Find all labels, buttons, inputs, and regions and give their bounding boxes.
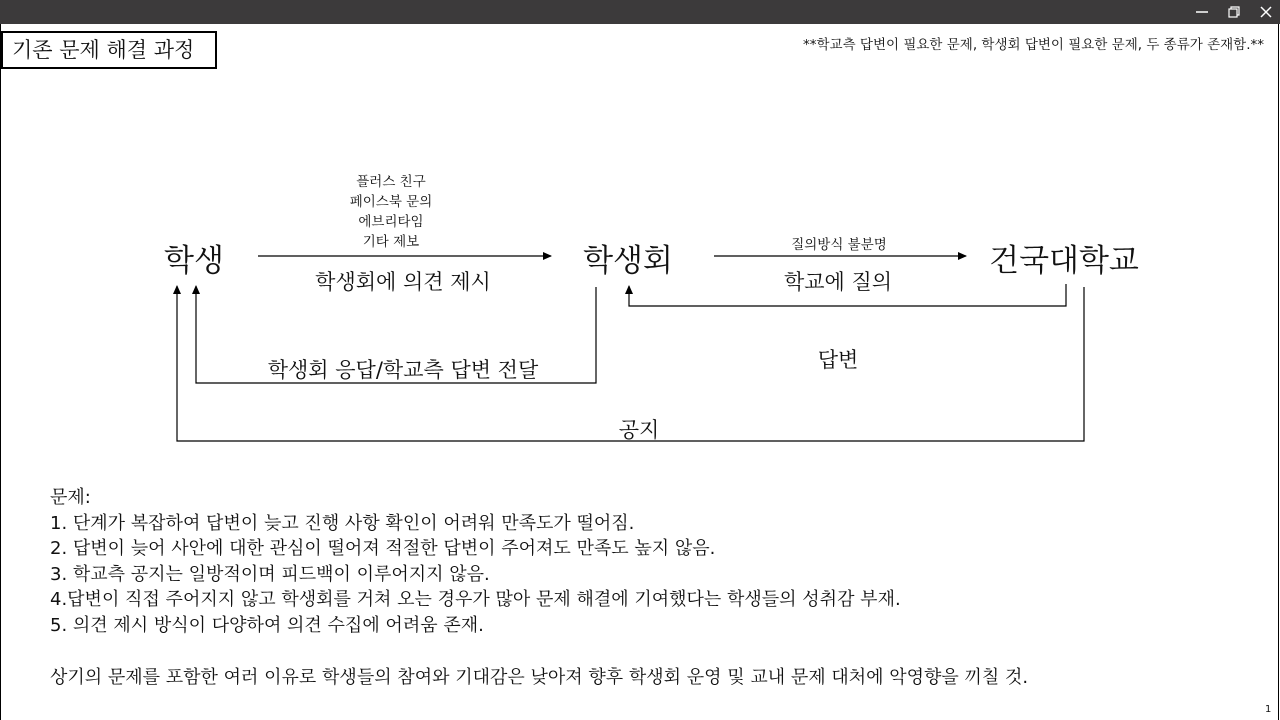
problem-item: 3. 학교측 공지는 일방적이며 피드백이 이루어지지 않음. bbox=[50, 563, 490, 585]
channel-item: 플러스 친구 bbox=[356, 174, 426, 190]
page-number: 1 bbox=[1265, 704, 1272, 715]
label-council-method: 질의방식 불분명 bbox=[791, 237, 887, 253]
channel-item: 기타 제보 bbox=[362, 234, 420, 250]
problem-item: 5. 의견 제시 방식이 다양하여 의견 수집에 어려움 존재. bbox=[50, 614, 484, 636]
label-university-answer: 답변 bbox=[817, 348, 859, 372]
channel-item: 페이스북 문의 bbox=[349, 194, 433, 210]
label-student-to-council: 학생회에 의견 제시 bbox=[315, 270, 491, 294]
problem-item: 1. 단계가 복잡하여 답변이 늦고 진행 사항 확인이 어려워 만족도가 떨어짐. bbox=[50, 512, 635, 534]
label-council-to-university: 학교에 질의 bbox=[783, 270, 893, 294]
node-university: 건국대학교 bbox=[989, 243, 1139, 279]
label-council-relay: 학생회 응답/학교측 답변 전달 bbox=[267, 358, 539, 382]
slide-title: 기존 문제 해결 과정 bbox=[1, 31, 217, 69]
problem-list bbox=[50, 485, 901, 638]
conclusion-text: 상기의 문제를 포함한 여러 이유로 학생들의 참여와 기대감은 낮아져 향후 학생회 운영 및 교내 문제 대처에 악영향을 끼칠 것. bbox=[50, 667, 1029, 688]
channel-list bbox=[350, 172, 433, 252]
label-university-notice: 공지 bbox=[618, 418, 660, 442]
problem-item: 4.답변이 직접 주어지지 않고 학생회를 거쳐 오는 경우가 많아 문제 해결에 기여했다는 학생들의 성취감 부재. bbox=[50, 589, 901, 610]
node-student-council: 학생회 bbox=[583, 243, 673, 279]
problem-item: 2. 답변이 늦어 사안에 대한 관심이 떨어져 적절한 답변이 주어져도 만족도 높지 않음. bbox=[50, 538, 716, 559]
problem-heading: 문제: bbox=[50, 487, 91, 508]
channel-item: 에브리타임 bbox=[358, 214, 424, 230]
node-student: 학생 bbox=[164, 243, 224, 279]
slide-note: **학교측 답변이 필요한 문제, 학생회 답변이 필요한 문제, 두 종류가 존재함.** bbox=[803, 37, 1264, 53]
